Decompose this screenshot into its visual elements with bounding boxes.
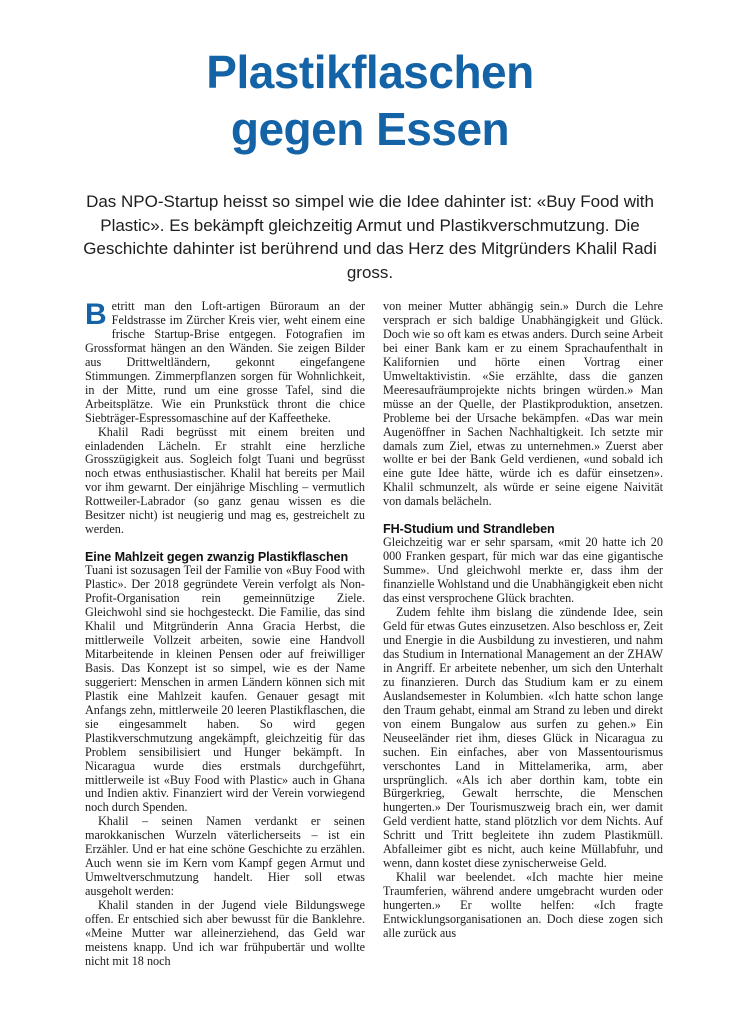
article-paragraph: Zudem fehlte ihm bislang die zündende Idee, sein Geld für etwas Gutes einzusetzen. Also beschloss er, Zeit und Energie in die Ausbildung zu investieren, und nahm das Studium in International Management an der ZHAW in Angriff. Er arbeitete nebenher, um sich den Unterhalt zu finanzieren. Durch das Studium kam er zu einem Auslandsemester in Kolumbien. «Ich hatte schon lange den Traum gehabt, einmal am Strand zu leben und direkt von einem Bungalow aus surfen zu gehen.» Ein Neuseeländer riet ihm, dieses Glück in Nicaragua zu suchen. Ein einfaches, aber von Massentourismus verschontes Land in Mittelamerika, arm, aber ursprünglich. «Als ich aber dorthin kam, tobte ein Bürgerkrieg, Gewalt herrschte, die Menschen hungerten.» Der Tourismuszweig brach ein, wer damit Geld verdient hatte, stand plötzlich vor dem Nichts. Auf Schritt und Tritt begleitete ihn zudem Plastikmüll. Abfalleimer gibt es nicht, auch keine Müllabfuhr, und wenn, dann kostet diese zynischerweise Geld. xyxy=(383,605,663,871)
article-paragraph: Khalil – seinen Namen verdankt er seinen marokkanischen Wurzeln väterlicherseits – ist ein Erzähler. Und er hat eine schöne Geschichte zu erzählen. Auch wenn sie im Kern vom Kampf gegen Armut und Umweltverschmutzung handelt. Hier soll etwas ausgeholt werden: xyxy=(85,814,365,899)
article-paragraph: von meiner Mutter abhängig sein.» Durch die Lehre versprach er sich baldige Unabhängigkeit und Glück. Doch wie so oft kam es etwas anders. Durch seine Arbeit bei einer Bank kam er zu einem Sprachaufenthalt in Kalifornien und hörte einen Vortrag einer Umweltaktivistin. «Sie erzählte, dass die ganzen Meeresaufräumprojekte nichts bringen würden.» Man müsse an der Quelle, der Plastikproduktion, ansetzen. Probleme bei der Ursache bekämpfen. «Das war mein Augenöffner in Sachen Nachhaltigkeit. Ich setzte mir damals zum Ziel, etwas zu unternehmen.» Zuerst aber wollte er bei der Bank Geld verdienen, «und sobald ich eine gute Idee hätte, würde ich es dafür einsetzen». Khalil schmunzelt, als würde er seine eigene Naivität von damals belächeln. xyxy=(383,299,663,509)
section-heading: Eine Mahlzeit gegen zwanzig Plastikflaschen xyxy=(85,550,349,565)
article-body xyxy=(85,300,663,969)
article-lead: Das NPO-Startup heisst so simpel wie die Idee dahinter ist: «Buy Food with Plastic». Es bekämpft gleichzeitig Armut und Plastikverschmutzung. Die Geschichte dahinter ist berührend und das Herz des Mitgründers Khalil Radi gross. xyxy=(83,192,657,282)
article-title-line-1: Plastikflaschen xyxy=(206,46,534,98)
right-column xyxy=(383,300,663,969)
article-paragraph: Khalil war beelendet. «Ich machte hier meine Traumferien, während andere umgebracht wurden oder hungerten.» Er wollte helfen: «Ich fragte Entwicklungsorganisationen an. Doch diese zogen sich alle zurück aus xyxy=(383,870,663,940)
drop-cap: B xyxy=(85,298,107,331)
article-paragraph: Gleichzeitig war er sehr sparsam, «mit 20 hatte ich 20 000 Franken gespart, für mich war das eine gigantische Summe». Und gleichwohl merkte er, dass ihm der finanzielle Wohlstand und die Unabhängigkeit eben nicht das einst versprochene Glück brachten. xyxy=(383,535,663,606)
left-column xyxy=(85,300,365,969)
article-paragraph: Tuani ist sozusagen Teil der Familie von «Buy Food with Plastic». Der 2018 gegründete Verein verfolgt als Non-Profit-Organisation rein gemeinnützige Ziele. Gleichwohl sind sie hochgesteckt. Die Familie, das sind Khalil und Mitgründerin Anna Gracia Herbst, die mittlerweile Vollzeit arbeiten, sowie eine Handvoll Mitarbeitende in kleinen Pensen oder auf freiwilliger Basis. Das Konzept ist so simpel, wie es der Name suggeriert: Menschen in armen Ländern können sich mit Plastik eine Mahlzeit kaufen. Genauer gesagt mit Anfangs zehn, mittlerweile 20 leeren Plastikflaschen, die sie eingesammelt haben. So wird gegen Plastikverschmutzung angekämpft, gleichzeitig für das Problem sensibilisiert und Hunger bekämpft. In Nicaragua wurde dies erstmals durchgeführt, mittlerweile ist «Buy Food with Plastic» auch in Ghana und Indien aktiv. Finanziert wird der Verein vorwiegend noch durch Spenden. xyxy=(85,563,365,815)
article-paragraph xyxy=(85,300,365,426)
article-paragraph: Khalil Radi begrüsst mit einem breiten und einladenden Lächeln. Er strahlt eine herzliche Grosszügigkeit aus. Sogleich folgt Tuani und begrüsst noch etwas enthusiastischer. Khalil hat bereits per Mail vor ihm gewarnt. Der einjährige Mischling – vermutlich Rottweiler-Labrador (so ganz genau wissen es die Besitzer nicht) ist neugierig und mag es, gestreichelt zu werden. xyxy=(85,424,365,537)
section-heading: FH-Studium und Strandleben xyxy=(383,522,555,537)
paragraph-text: etritt man den Loft-artigen Büroraum an der Feldstrasse im Zürcher Kreis vier, weht einem eine frische Startup-Brise entgegen. Fotografien im Grossformat hängen an den Wänden. Sie zeigen Bilder aus Drittweltländern, gekonnt eingefangene Stimmungen. Zimmerpflanzen sorgen für Wohnlichkeit, in der Mitte, rund um eine grosse Tafel, sind die Arbeitsplätze. Wie ein Prunkstück thront die chice Siebträger-Espressomaschine auf der Kaffeetheke. xyxy=(85,299,365,425)
article-paragraph: Khalil standen in der Jugend viele Bildungswege offen. Er entschied sich aber bewusst für die Banklehre. «Meine Mutter war alleinerziehend, das Geld war meistens knapp. Und ich war frühpubertär und wollte nicht mit 18 noch xyxy=(85,898,365,968)
article-title-line-2: gegen Essen xyxy=(230,103,510,155)
article-title xyxy=(0,44,740,158)
